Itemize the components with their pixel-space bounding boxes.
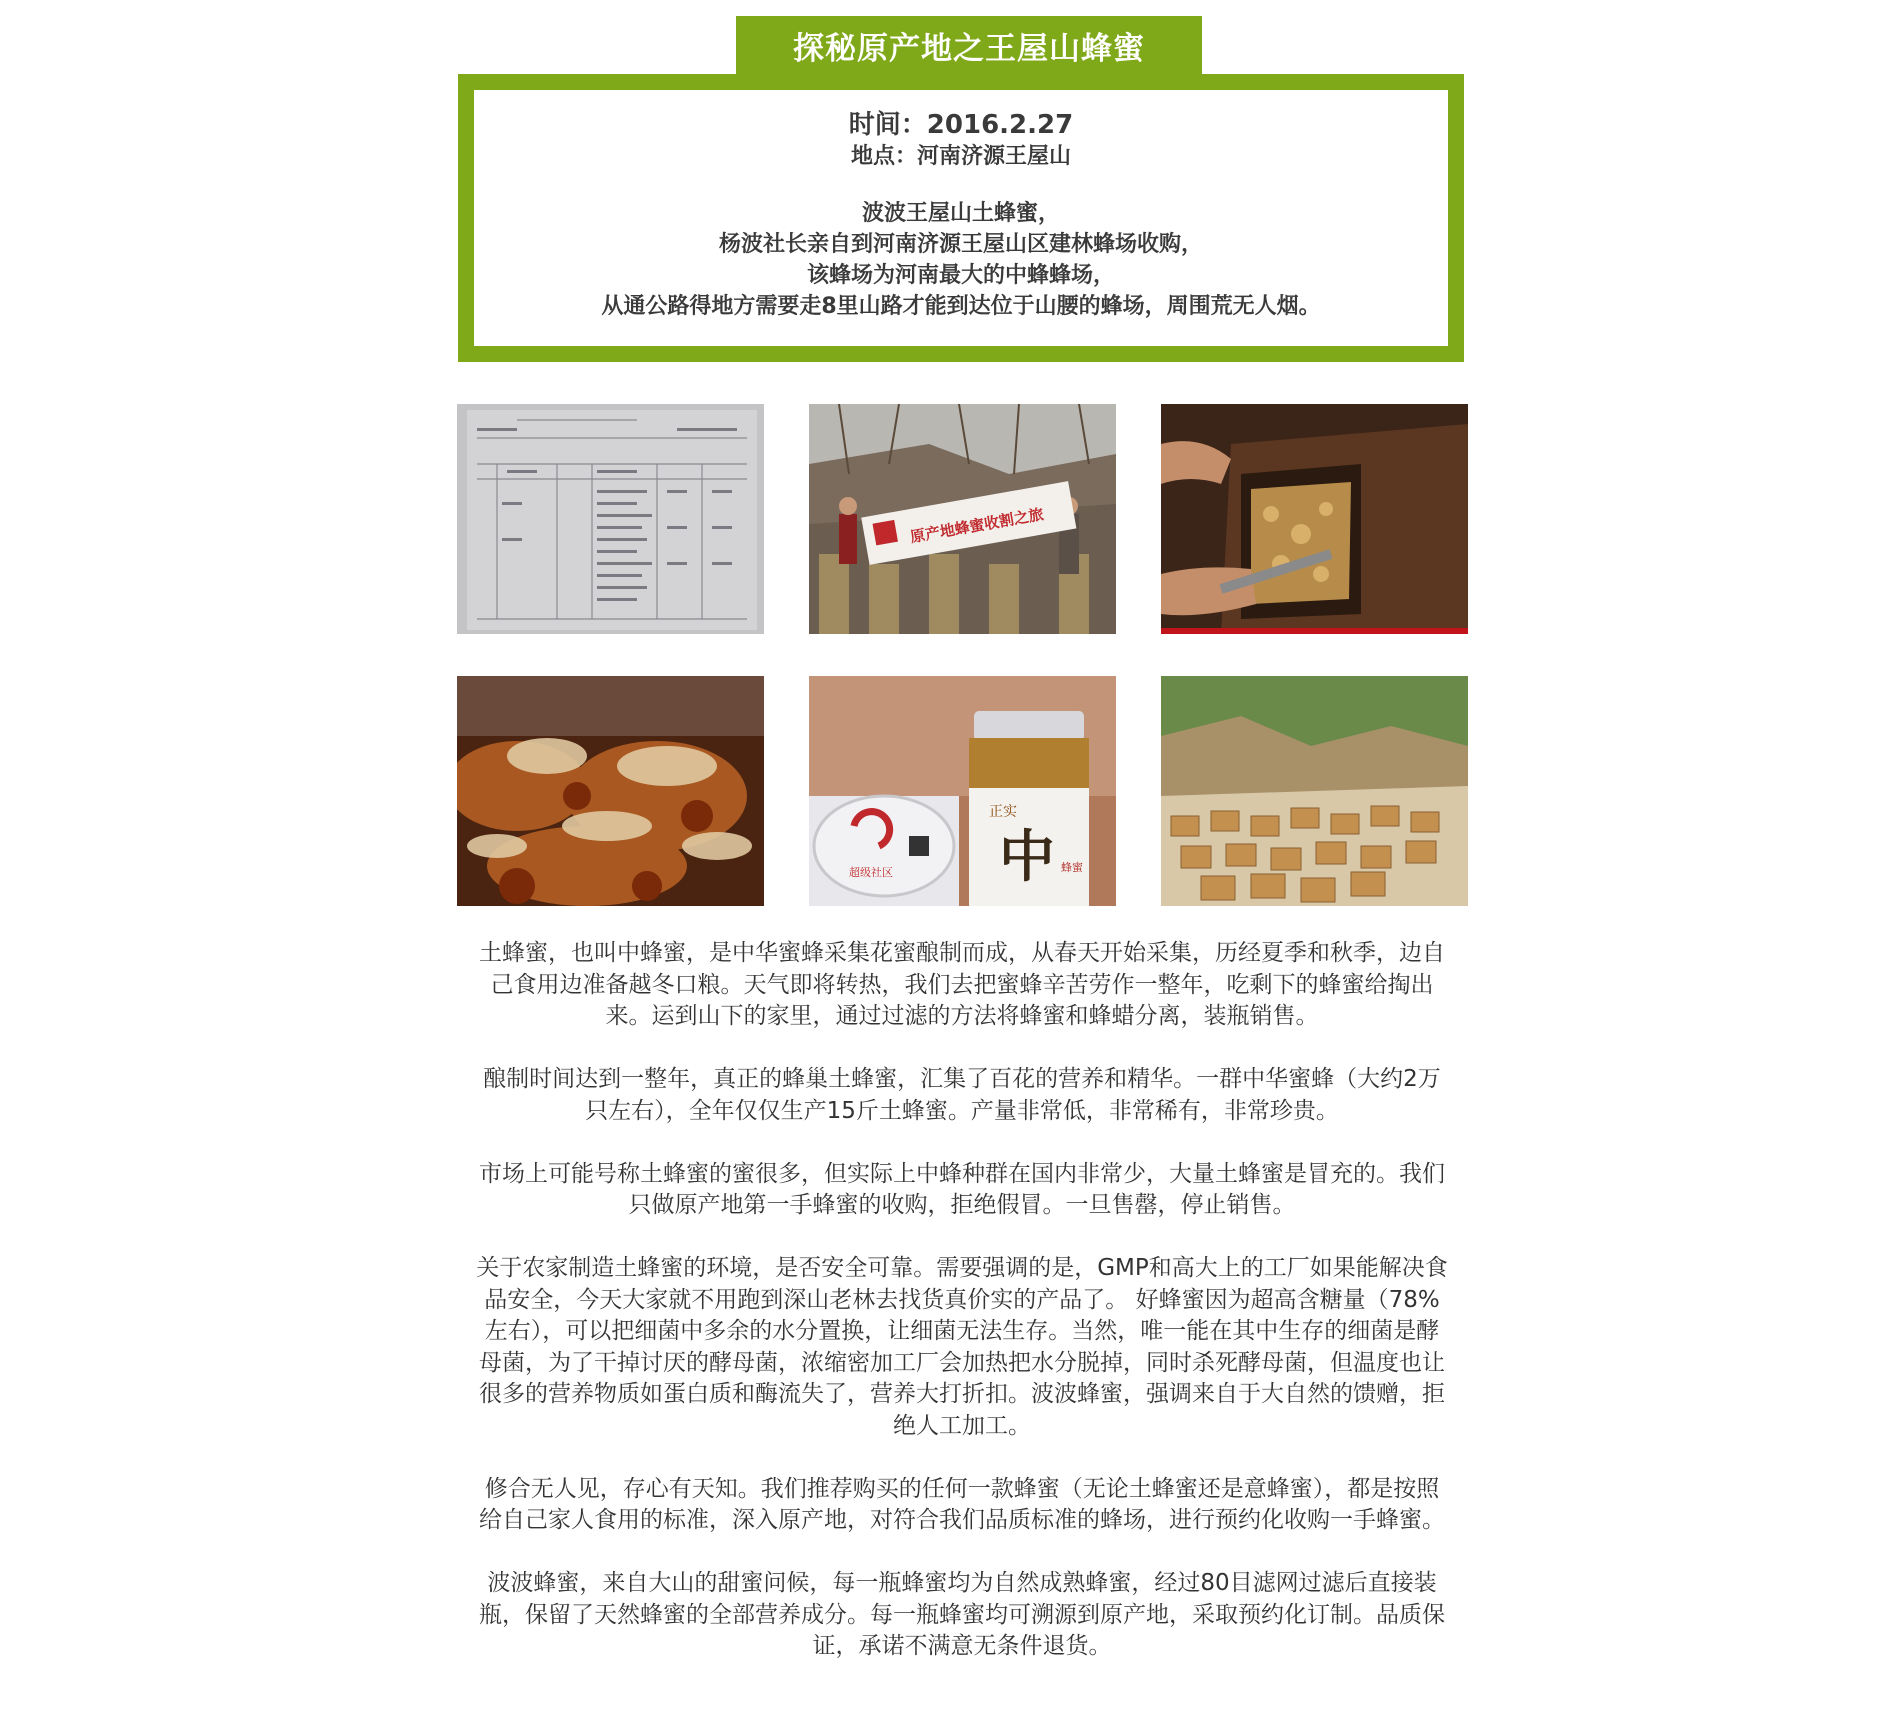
- jar-brand: 正实: [989, 804, 1017, 820]
- photo-honeycomb-closeup: [457, 676, 764, 906]
- photo-banner-beekeepers: [809, 404, 1116, 634]
- visit-location: 地点：河南济源王屋山: [850, 144, 1071, 169]
- paragraph-5: 修合无人见，存心有天知。我们推荐购买的任何一款蜂蜜（无论土蜂蜜还是意蜂蜜），都是按照给自己家人食用的标准，深入原产地，对符合我们品质标准的蜂场，进行预约化收购一手蜂蜜。: [479, 1475, 1445, 1533]
- intro-line-1: 波波王屋山土蜂蜜，: [861, 201, 1060, 226]
- info-box: [458, 74, 1464, 362]
- jar-char: 中: [999, 824, 1055, 890]
- photo-honey-jars: [809, 676, 1116, 906]
- section-title: 探秘原产地之王屋山蜂蜜: [736, 16, 1202, 74]
- article-body: [474, 938, 1450, 1694]
- visit-date: 时间：2016.2.27: [848, 110, 1074, 140]
- banner-text: 原产地蜂蜜收割之旅: [908, 505, 1045, 547]
- paragraph-1: 土蜂蜜，也叫中蜂蜜，是中华蜜蜂采集花蜜酿制而成，从春天开始采集，历经夏季和秋季，边自己食用边准备越冬口粮。天气即将转热，我们去把蜜蜂辛苦劳作一整年，吃剩下的蜂蜜给掏出来。运到山下的家里，通过过滤的方法将蜂蜜和蜂蜡分离，装瓶销售。: [479, 940, 1445, 1029]
- paragraph-2: 酿制时间达到一整年，真正的蜂巢土蜂蜜，汇集了百花的营养和精华。一群中华蜜蜂（大约2万只左右），全年仅仅生产15斤土蜂蜜。产量非常低，非常稀有，非常珍贵。: [483, 1066, 1441, 1124]
- photo-harvesting-comb: [1161, 404, 1468, 634]
- intro-line-4: 从通公路得地方需要走8里山路才能到达位于山腰的蜂场，周围荒无人烟。: [601, 294, 1321, 319]
- paragraph-6: 波波蜂蜜，来自大山的甜蜜问候，每一瓶蜂蜜均为自然成熟蜂蜜，经过80目滤网过滤后直接装瓶，保留了天然蜂蜜的全部营养成分。每一瓶蜂蜜均可溯源到原产地，采取预约化订制。品质保证，承诺不满意无条件退货。: [479, 1570, 1445, 1659]
- photo-inspection-report: [457, 404, 764, 634]
- intro-line-2: 杨波社长亲自到河南济源王屋山区建林蜂场收购，: [718, 232, 1203, 257]
- intro-line-3: 该蜂场为河南最大的中蜂蜂场，: [806, 263, 1115, 288]
- paragraph-3: 市场上可能号称土蜂蜜的蜜很多，但实际上中蜂种群在国内非常少，大量土蜂蜜是冒充的。我们只做原产地第一手蜂蜜的收购，拒绝假冒。一旦售罄，停止销售。: [479, 1160, 1445, 1218]
- jar-sub: 蜂蜜: [1061, 861, 1083, 874]
- photo-apiary-field: [1161, 676, 1468, 906]
- lid-text: 超级社区: [849, 866, 893, 879]
- paragraph-4: 关于农家制造土蜂蜜的环境，是否安全可靠。需要强调的是，GMP和高大上的工厂如果能解决食品安全，今天大家就不用跑到深山老林去找货真价实的产品了。 好蜂蜜因为超高含糖量（78%左右），可以把细菌中多余的水分置换，让细菌无法生存。当然，唯一能在其中生存的细菌是酵母菌，为了干掉讨厌的酵母菌，浓缩密加工厂会加热把水分脱掉，同时杀死酵母菌，但温度也让很多的营养物质如蛋白质和酶流失了，营养大打折扣。波波蜂蜜，强调来自于大自然的馈赠，拒绝人工加工。: [476, 1255, 1448, 1439]
